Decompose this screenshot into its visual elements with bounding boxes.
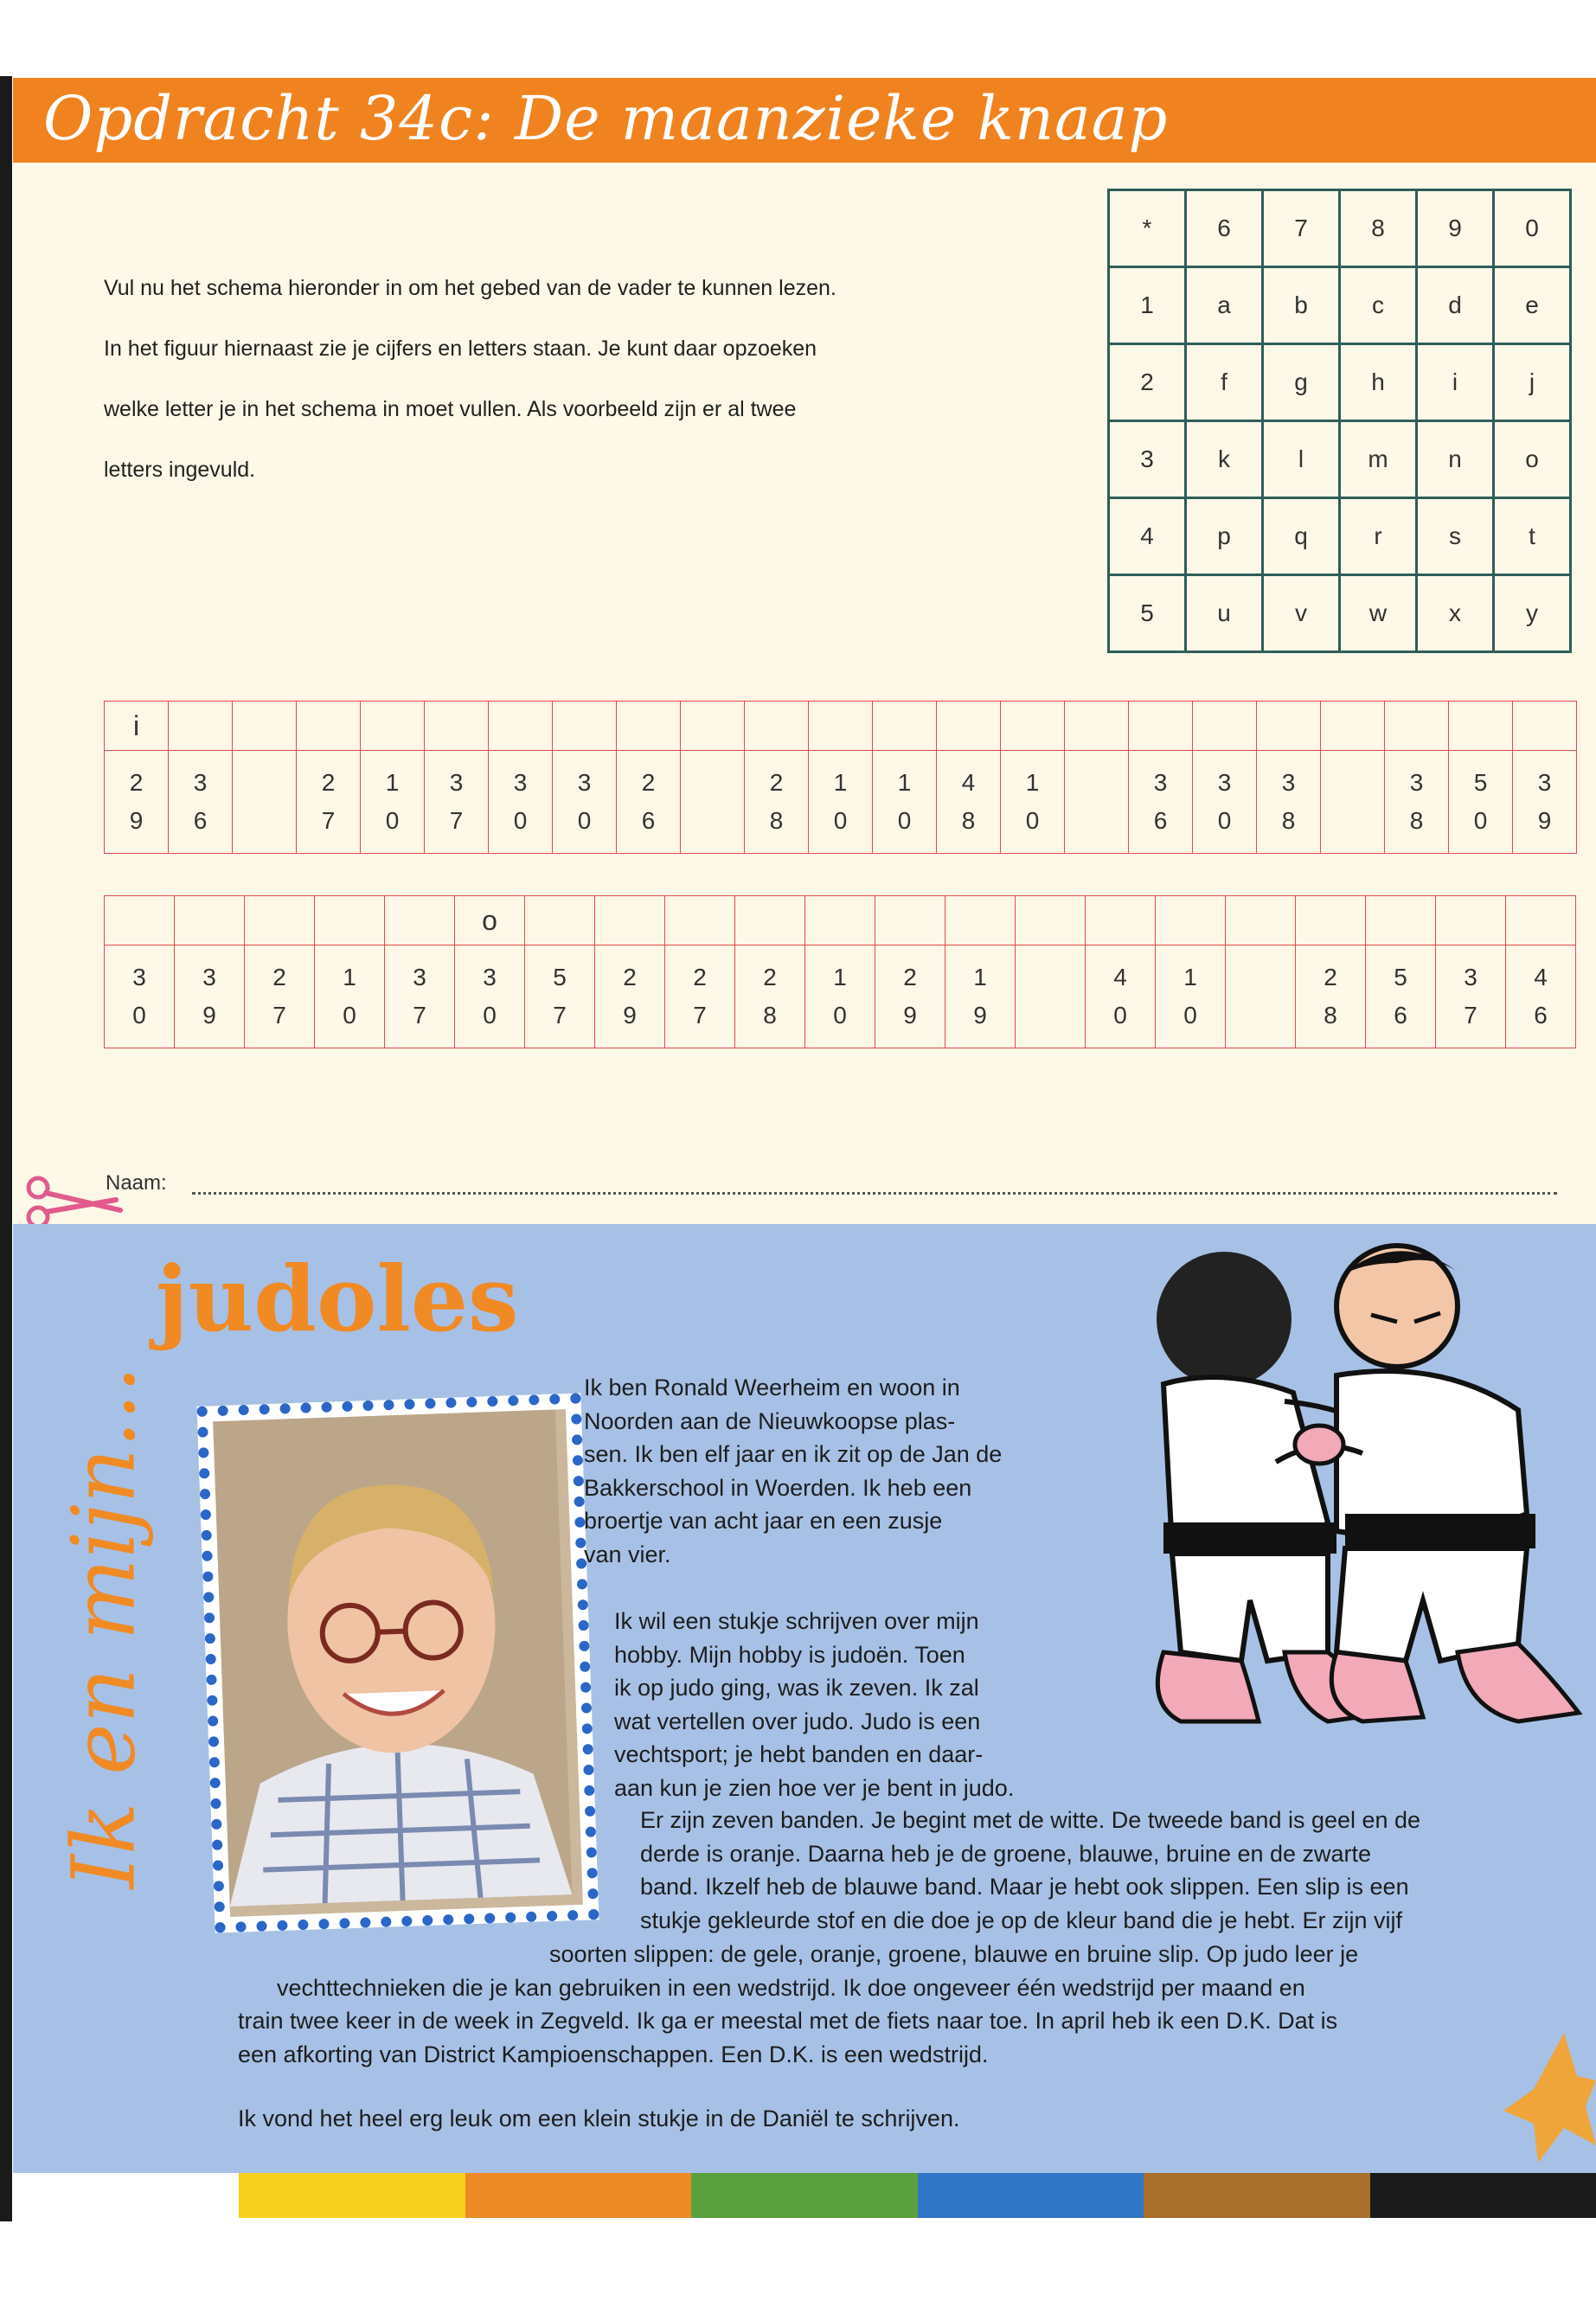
code-digit: 1	[1183, 964, 1197, 990]
code-cell	[1449, 751, 1513, 854]
code-digit: 8	[1409, 807, 1424, 834]
color-strip-segment	[1370, 2173, 1596, 2218]
story-closing	[238, 2102, 959, 2136]
answer-cell[interactable]	[233, 702, 297, 751]
code-digit: 2	[129, 769, 144, 796]
code-cell	[245, 945, 315, 1048]
cipher-row	[1109, 498, 1571, 575]
code-digit: 0	[343, 1002, 356, 1029]
code-cell	[1366, 945, 1436, 1048]
story-line: ik op judo ging, was ik zeven. Ik zal	[614, 1675, 979, 1701]
answer-cell[interactable]	[1506, 896, 1576, 945]
code-cell	[1513, 751, 1577, 854]
cipher-cell: u	[1186, 575, 1263, 652]
code-digit: 7	[272, 1002, 286, 1029]
answer-cell[interactable]	[1065, 702, 1129, 751]
code-cell	[873, 751, 937, 854]
star-icon	[1503, 2033, 1596, 2163]
name-line[interactable]	[192, 1192, 1557, 1195]
answer-cell[interactable]	[1366, 896, 1436, 945]
color-strip-segment	[918, 2173, 1144, 2218]
cipher-cell: f	[1186, 344, 1263, 421]
code-cell	[1016, 945, 1086, 1048]
answer-cell[interactable]	[105, 896, 175, 945]
code-cell	[681, 751, 745, 854]
code-cell	[105, 751, 169, 854]
code-digit: 6	[641, 807, 656, 834]
story-paragraph-3	[640, 1804, 1420, 1937]
cipher-cell: v	[1263, 575, 1340, 652]
answer-cell[interactable]: i	[105, 702, 169, 751]
photo-frame	[197, 1393, 599, 1932]
cipher-cell: s	[1417, 498, 1494, 575]
cipher-cell: o	[1494, 421, 1571, 498]
story-line: broertje van acht jaar en een zusje	[584, 1508, 943, 1534]
answer-cell[interactable]	[245, 896, 315, 945]
code-cell	[1193, 751, 1257, 854]
code-digit: 1	[385, 769, 400, 796]
answer-cell[interactable]	[1129, 702, 1193, 751]
answer-cell[interactable]	[1193, 702, 1257, 751]
code-digit: 0	[897, 807, 912, 834]
code-digit: 8	[763, 1002, 777, 1029]
answer-cell[interactable]	[937, 702, 1001, 751]
cipher-row	[1109, 190, 1571, 267]
code-digit: 0	[1025, 807, 1040, 834]
cipher-cell: 4	[1109, 498, 1186, 575]
article-title: judoles	[156, 1246, 519, 1352]
code-digit: 2	[903, 964, 917, 990]
code-cell	[937, 751, 1001, 854]
code-digit: 3	[1537, 769, 1552, 796]
story-line: Ik vond het heel erg leuk om een klein stukje in de Daniël te schrijven.	[238, 2106, 960, 2131]
code-digit: 1	[833, 769, 848, 796]
answer-cell[interactable]	[1321, 702, 1385, 751]
color-strip-segment	[465, 2173, 692, 2218]
code-cell	[805, 945, 875, 1048]
answer-cell[interactable]	[361, 702, 425, 751]
story-line: stukje gekleurde stof en die doe je op de kleur band die je hebt. Er zijn vijf	[640, 1907, 1403, 1933]
puzzle-letter-row	[105, 896, 1576, 945]
code-digit: 9	[623, 1002, 637, 1029]
cipher-cell: 2	[1109, 344, 1186, 421]
code-cell	[525, 945, 595, 1048]
cipher-cell: 5	[1109, 575, 1186, 652]
cipher-cell: 8	[1340, 190, 1417, 267]
answer-cell[interactable]	[735, 896, 805, 945]
code-digit: 2	[321, 769, 336, 796]
code-cell	[1321, 751, 1385, 854]
code-digit: 3	[202, 964, 216, 990]
code-cell	[595, 945, 665, 1048]
code-cell	[1296, 945, 1366, 1048]
name-label: Naam:	[106, 1171, 167, 1195]
code-digit: 6	[1394, 1002, 1407, 1029]
code-digit: 9	[1537, 807, 1552, 834]
answer-cell[interactable]	[1257, 702, 1321, 751]
cipher-cell: k	[1186, 421, 1263, 498]
page-title: Opdracht 34c: De maanzieke knaap	[43, 83, 1169, 154]
answer-cell[interactable]	[489, 702, 553, 751]
code-digit: 7	[413, 1002, 426, 1029]
cipher-cell: g	[1263, 344, 1340, 421]
code-digit: 0	[1113, 1002, 1127, 1029]
story-line: derde is oranje. Daarna heb je de groene, blauwe, bruine en de zwarte	[640, 1840, 1372, 1867]
color-strip-segment	[239, 2173, 465, 2218]
answer-cell[interactable]	[553, 702, 617, 751]
answer-cell[interactable]	[1001, 702, 1065, 751]
code-digit: 8	[1281, 807, 1296, 834]
cipher-cell: l	[1263, 421, 1340, 498]
instruction-line: welke letter je in het schema in moet vullen. Als voorbeeld zijn er al twee	[104, 397, 797, 421]
answer-cell[interactable]	[1385, 702, 1449, 751]
code-digit: 3	[1409, 769, 1424, 796]
code-cell	[1065, 751, 1129, 854]
answer-cell[interactable]	[809, 702, 873, 751]
story-line: sen. Ik ben elf jaar en ik zit op de Jan de	[584, 1441, 1003, 1467]
code-digit: 6	[1534, 1002, 1548, 1029]
answer-cell[interactable]	[1226, 896, 1296, 945]
code-digit: 3	[449, 769, 464, 796]
story-line: Ik ben Ronald Weerheim en woon in	[584, 1375, 960, 1400]
code-cell	[361, 751, 425, 854]
answer-cell[interactable]	[425, 702, 489, 751]
answer-cell[interactable]	[665, 896, 735, 945]
answer-cell[interactable]	[1156, 896, 1226, 945]
code-digit: 3	[132, 964, 146, 990]
boy-photo	[213, 1409, 583, 1917]
code-digit: 2	[623, 964, 637, 990]
code-digit: 5	[553, 964, 567, 990]
cipher-cell: 9	[1417, 190, 1494, 267]
story-line: band. Ikzelf heb de blauwe band. Maar je hebt ook slippen. Een slip is een	[640, 1874, 1409, 1900]
answer-cell[interactable]	[745, 702, 809, 751]
code-cell	[105, 945, 175, 1048]
cipher-cell: 6	[1186, 190, 1263, 267]
code-digit: 1	[833, 964, 847, 990]
code-digit: 2	[769, 769, 784, 796]
answer-cell[interactable]	[525, 896, 595, 945]
code-digit: 7	[1464, 1002, 1477, 1029]
cipher-cell: r	[1340, 498, 1417, 575]
code-cell	[1156, 945, 1226, 1048]
story-paragraph-1	[584, 1371, 1002, 1571]
cipher-row	[1109, 344, 1571, 421]
cipher-cell: 1	[1109, 267, 1186, 344]
code-cell	[1506, 945, 1576, 1048]
code-digit: 8	[961, 807, 976, 834]
answer-cell[interactable]	[945, 896, 1016, 945]
code-cell	[945, 945, 1016, 1048]
code-cell	[175, 945, 245, 1048]
code-digit: 9	[973, 1002, 987, 1029]
code-digit: 3	[1217, 769, 1232, 796]
puzzle-code-row	[105, 751, 1577, 854]
instructions	[104, 258, 1012, 500]
code-cell	[1086, 945, 1156, 1048]
code-cell	[1257, 751, 1321, 854]
story-line: Ik wil een stukje schrijven over mijn	[614, 1608, 979, 1634]
code-cell	[1436, 945, 1506, 1048]
code-digit: 7	[693, 1002, 707, 1029]
code-digit: 6	[1153, 807, 1168, 834]
story-line: Er zijn zeven banden. Je begint met de witte. De tweede band is geel en de	[640, 1807, 1421, 1833]
code-cell	[315, 945, 385, 1048]
code-digit: 0	[483, 1002, 497, 1029]
code-digit: 6	[193, 807, 208, 834]
cipher-cell: h	[1340, 344, 1417, 421]
code-digit: 0	[513, 807, 528, 834]
cipher-cell: p	[1186, 498, 1263, 575]
story-line: vechttechnieken die je kan gebruiken in een wedstrijd. Ik doe ongeveer één wedstrijd per maand en	[277, 1974, 1305, 2001]
code-digit: 1	[1025, 769, 1040, 796]
code-digit: 0	[132, 1002, 146, 1029]
answer-cell[interactable]	[805, 896, 875, 945]
answer-cell[interactable]	[1513, 702, 1577, 751]
code-digit: 7	[321, 807, 336, 834]
section-series-title: Ik en mijn...	[53, 1365, 155, 1889]
cipher-cell: w	[1340, 575, 1417, 652]
code-digit: 2	[641, 769, 656, 796]
answer-cell[interactable]	[617, 702, 681, 751]
cipher-cell: 7	[1263, 190, 1340, 267]
code-cell	[233, 751, 297, 854]
answer-cell[interactable]	[315, 896, 385, 945]
answer-cell[interactable]	[1016, 896, 1086, 945]
code-cell	[553, 751, 617, 854]
cipher-cell: e	[1494, 267, 1571, 344]
code-digit: 0	[385, 807, 400, 834]
code-digit: 8	[1324, 1002, 1337, 1029]
code-digit: 4	[1113, 964, 1127, 990]
code-digit: 1	[897, 769, 912, 796]
answer-cell[interactable]	[175, 896, 245, 945]
code-digit: 3	[513, 769, 528, 796]
code-cell	[745, 751, 809, 854]
answer-cell[interactable]	[385, 896, 455, 945]
code-cell	[1385, 751, 1449, 854]
answer-cell[interactable]	[1296, 896, 1366, 945]
code-digit: 3	[1281, 769, 1296, 796]
code-cell	[1226, 945, 1296, 1048]
answer-cell[interactable]	[875, 896, 945, 945]
instruction-line: In het figuur hiernaast zie je cijfers en letters staan. Je kunt daar opzoeken	[104, 336, 817, 361]
code-digit: 8	[769, 807, 784, 834]
code-digit: 0	[1217, 807, 1232, 834]
code-digit: 1	[343, 964, 356, 990]
cipher-cell: n	[1417, 421, 1494, 498]
code-cell	[617, 751, 681, 854]
code-digit: 0	[833, 807, 848, 834]
code-digit: 1	[973, 964, 987, 990]
story-line: train twee keer in de week in Zegveld. Ik ga er meestal met de fiets naar toe. In april heb ik een D.K. Dat is	[238, 2008, 1338, 2034]
cipher-cell: *	[1109, 190, 1186, 267]
answer-cell[interactable]	[1449, 702, 1513, 751]
code-digit: 4	[1534, 964, 1548, 990]
color-strip-segment	[691, 2173, 918, 2218]
code-digit: 0	[1183, 1002, 1197, 1029]
code-digit: 3	[1153, 769, 1168, 796]
code-digit: 0	[577, 807, 592, 834]
story-line: vechtsport; je hebt banden en daar-	[614, 1741, 984, 1767]
cipher-cell: x	[1417, 575, 1494, 652]
story-line: Noorden aan de Nieuwkoopse plas-	[584, 1407, 956, 1434]
cipher-cell: m	[1340, 421, 1417, 498]
code-cell	[425, 751, 489, 854]
story-line: aan kun je zien hoe ver je bent in judo.	[614, 1774, 1015, 1801]
answer-cell[interactable]	[595, 896, 665, 945]
puzzle-letter-row	[105, 702, 1577, 751]
code-digit: 7	[553, 1002, 567, 1029]
code-digit: 7	[449, 807, 464, 834]
story-line: hobby. Mijn hobby is judoën. Toen	[614, 1641, 965, 1668]
code-digit: 2	[693, 964, 707, 990]
code-cell	[735, 945, 805, 1048]
code-cell	[385, 945, 455, 1048]
instruction-line: letters ingevuld.	[104, 458, 256, 482]
code-cell	[1001, 751, 1065, 854]
story-line: van vier.	[584, 1541, 671, 1567]
cipher-row	[1109, 421, 1571, 498]
cipher-cell: j	[1494, 344, 1571, 421]
code-digit: 4	[961, 769, 976, 796]
cipher-row	[1109, 575, 1571, 652]
cipher-cell: a	[1186, 267, 1263, 344]
cipher-grid	[1107, 189, 1572, 653]
cipher-cell: y	[1494, 575, 1571, 652]
cipher-cell: i	[1417, 344, 1494, 421]
code-cell	[1129, 751, 1193, 854]
code-cell	[665, 945, 735, 1048]
code-cell	[455, 945, 525, 1048]
page-edge	[0, 76, 12, 2221]
cipher-cell: c	[1340, 267, 1417, 344]
instruction-line: Vul nu het schema hieronder in om het gebed van de vader te kunnen lezen.	[104, 276, 836, 300]
answer-cell[interactable]	[1086, 896, 1156, 945]
answer-cell[interactable]: o	[455, 896, 525, 945]
cipher-cell: q	[1263, 498, 1340, 575]
code-cell	[809, 751, 873, 854]
story-line: een afkorting van District Kampioenschappen. Een D.K. is een wedstrijd.	[238, 2041, 989, 2067]
code-digit: 9	[903, 1002, 917, 1029]
answer-cell[interactable]	[169, 702, 233, 751]
code-digit: 3	[483, 964, 497, 990]
code-cell	[489, 751, 553, 854]
answer-cell[interactable]	[1436, 896, 1506, 945]
code-digit: 0	[833, 1002, 847, 1029]
boy-portrait-icon	[213, 1409, 572, 1906]
code-digit: 2	[1324, 964, 1337, 990]
puzzle-grid-1	[104, 701, 1577, 854]
story-line: soorten slippen: de gele, oranje, groene, blauwe en bruine slip. Op judo leer je	[549, 1941, 1359, 1967]
cipher-cell: 0	[1494, 190, 1571, 267]
code-digit: 5	[1394, 964, 1407, 990]
cipher-cell: 3	[1109, 421, 1186, 498]
puzzle-code-row	[105, 945, 1576, 1048]
code-digit: 3	[413, 964, 426, 990]
answer-cell[interactable]	[873, 702, 937, 751]
code-digit: 9	[129, 807, 144, 834]
code-digit: 2	[763, 964, 777, 990]
code-digit: 0	[1473, 807, 1488, 834]
code-digit: 2	[272, 964, 286, 990]
code-digit: 3	[577, 769, 592, 796]
puzzle-grid-2	[104, 895, 1576, 1048]
color-strip-segment	[1144, 2173, 1370, 2218]
story-line: wat vertellen over judo. Judo is een	[614, 1708, 981, 1734]
cipher-cell: b	[1263, 267, 1340, 344]
story-paragraph-4	[238, 1938, 1358, 2071]
cipher-cell: t	[1494, 498, 1571, 575]
code-cell	[169, 751, 233, 854]
code-digit: 3	[193, 769, 208, 796]
code-digit: 3	[1464, 964, 1477, 990]
cipher-cell: d	[1417, 267, 1494, 344]
code-digit: 9	[202, 1002, 216, 1029]
code-cell	[297, 751, 361, 854]
color-strip-segment	[13, 2173, 240, 2218]
cipher-row	[1109, 267, 1571, 344]
answer-cell[interactable]	[297, 702, 361, 751]
story-line: Bakkerschool in Woerden. Ik heb een	[584, 1474, 972, 1501]
code-cell	[875, 945, 945, 1048]
answer-cell[interactable]	[681, 702, 745, 751]
judo-fighters-illustration	[1112, 1237, 1596, 1739]
code-digit: 5	[1473, 769, 1488, 796]
story-paragraph-2	[614, 1605, 1014, 1804]
